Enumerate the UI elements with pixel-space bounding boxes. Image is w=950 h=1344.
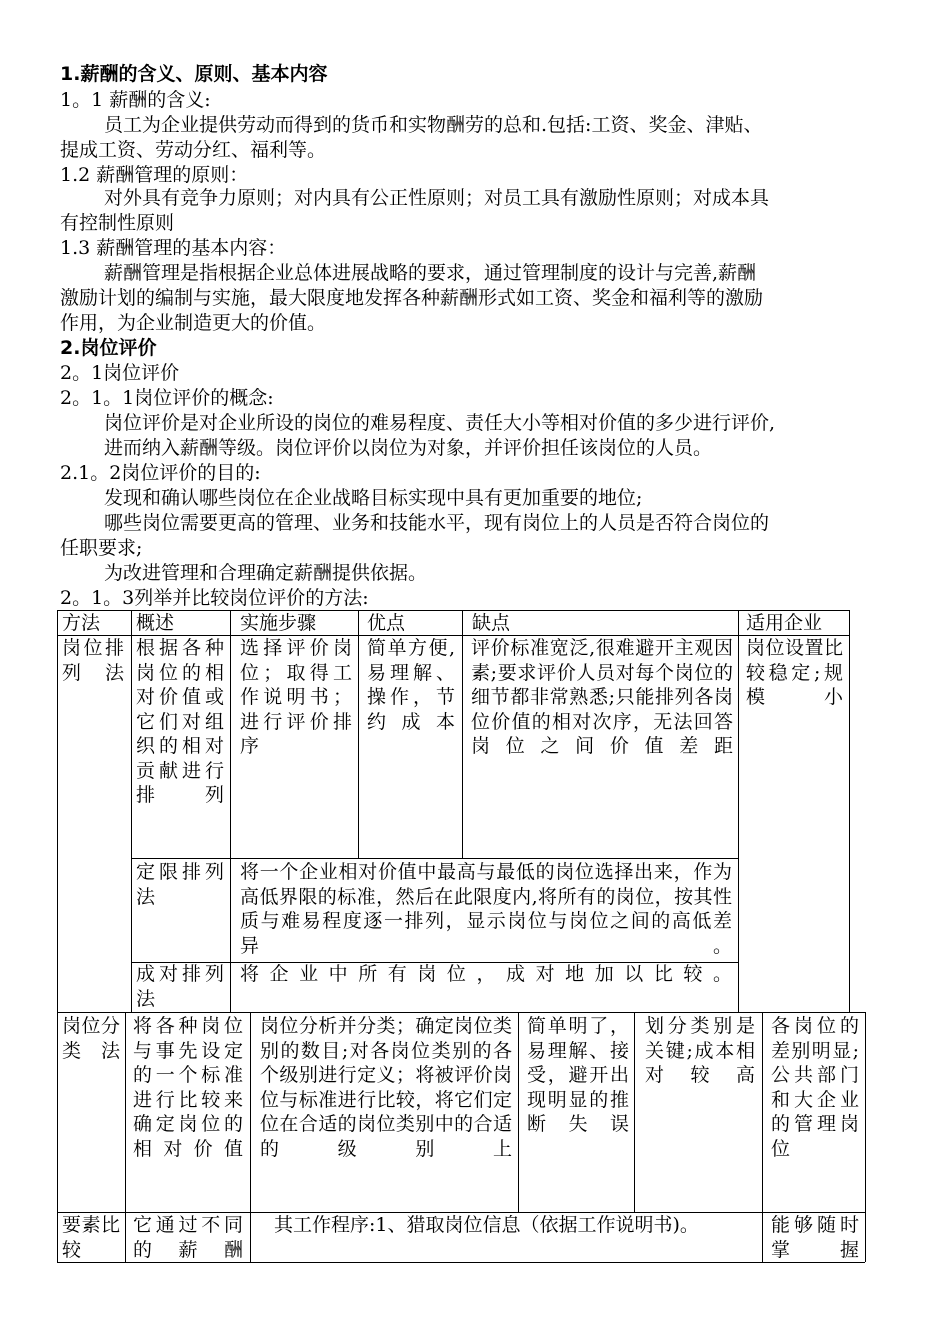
classify-steps-cell: 岗位分析并分类；确定岗位类别的数目;对各岗位类别的各个级别进行定义；将被评价岗位与标准进行比较，将它们定位在合适的岗位类别中的合适的级别上 [260, 1015, 512, 1160]
header-overview: 概述 [136, 612, 175, 634]
limit-rank-name-cell: 定限排列法 [136, 861, 224, 908]
section-2-1-1-heading: 2。1。1岗位评价的概念: [60, 387, 274, 409]
section-2-1-1-text-line-2: 进而纳入薪酬等级。岗位评价以岗位为对象，并评价担任该岗位的人员。 [104, 437, 713, 459]
factor-fit-cell: 能够随时掌握 [771, 1214, 859, 1261]
section-1-3-text-line-1: 薪酬管理是指根据企业总体进展战略的要求，通过管理制度的设计与完善,薪酬 [104, 262, 757, 284]
limit-rank-desc-cell: 将一个企业相对价值中最高与最低的岗位选择出来，作为高低界限的标准，然后在此限度内,将所有的岗位，按其性质与难易程度逐一排列，显示岗位与岗位之间的高低差异。 [240, 861, 732, 957]
rank-overview-cell: 根据各种岗位的相对价值或它们对组织的相对贡献进行排列 [136, 637, 224, 806]
rank-fit-cell: 岗位设置比较稳定;规模小 [746, 637, 843, 708]
section-1-2-heading: 1.2 薪酬管理的原则： [60, 164, 249, 186]
header-fit: 适用企业 [746, 612, 823, 634]
section-2-1-2-text-line-4: 为改进管理和合理确定薪酬提供依据。 [104, 562, 428, 584]
factor-overview-cell: 它通过不同的薪酬 [133, 1214, 243, 1261]
rank-steps-cell: 选择评价岗位；取得工作说明书；进行评价排序 [240, 637, 352, 757]
classify-cons-cell: 划分类别是关键;成本相对较高 [645, 1015, 755, 1086]
section-2-1-heading: 2。1岗位评价 [60, 362, 180, 384]
header-method: 方法 [62, 612, 101, 634]
section-2-1-2-text-line-3: 任职要求; [60, 537, 143, 559]
classify-method-cell: 岗位分类法 [62, 1015, 120, 1062]
header-cons: 缺点 [472, 612, 511, 634]
section-1-1-text-line-2: 提成工资、劳动分红、福利等。 [60, 139, 327, 161]
header-steps: 实施步骤 [240, 612, 317, 634]
section-1-3-heading: 1.3 薪酬管理的基本内容： [60, 237, 287, 259]
classify-pros-cell: 简单明了，易理解、接受，避开出现明显的推断失误 [527, 1015, 629, 1135]
section-1-1-heading: 1。1 薪酬的含义: [60, 89, 211, 111]
section-2-1-2-text-line-1: 发现和确认哪些岗位在企业战略目标实现中具有更加重要的地位; [104, 487, 643, 509]
factor-steps-cell: 其工作程序:1、猎取岗位信息（依据工作说明书)。 [274, 1214, 699, 1236]
section-1-2-text-line-1: 对外具有竞争力原则；对内具有公正性原则；对员工具有激励性原则；对成本具 [104, 187, 770, 209]
section-2-title: 2.岗位评价 [60, 337, 157, 359]
classify-fit-cell: 各岗位的差别明显;公共部门和大企业的管理岗位 [771, 1015, 859, 1160]
rank-method-cell: 岗位排列法 [62, 637, 124, 684]
section-2-1-2-heading: 2.1。2岗位评价的目的: [60, 462, 261, 484]
section-2-1-3-heading: 2。1。3列举并比较岗位评价的方法: [60, 587, 369, 609]
section-2-1-2-text-line-2: 哪些岗位需要更高的管理、业务和技能水平，现有岗位上的人员是否符合岗位的 [104, 512, 770, 534]
section-1-title: 1.薪酬的含义、原则、基本内容 [60, 63, 328, 85]
rank-cons-cell: 评价标准宽泛,很难避开主观因素;要求评价人员对每个岗位的细节都非常熟悉;只能排列各岗位价值的相对次序，无法回答岗位之间价值差距 [471, 637, 733, 757]
header-pros: 优点 [367, 612, 406, 634]
factor-method-cell: 要素比较 [62, 1214, 120, 1261]
section-1-2-text-line-2: 有控制性原则 [60, 212, 175, 234]
section-1-1-text-line-1: 员工为企业提供劳动而得到的货币和实物酬劳的总和.包括:工资、奖金、津贴、 [104, 114, 763, 136]
section-1-3-text-line-3: 作用，为企业制造更大的价值。 [60, 312, 327, 334]
pair-rank-desc-cell: 将企业中所有岗位，成对地加以比较。 [240, 963, 732, 985]
section-2-1-1-text-line-1: 岗位评价是对企业所设的岗位的难易程度、责任大小等相对价值的多少进行评价, [104, 412, 776, 434]
rank-pros-cell: 简单方便,易理解、操作，节约成本 [367, 637, 455, 733]
section-1-3-text-line-2: 激励计划的编制与实施，最大限度地发挥各种薪酬形式如工资、奖金和福利等的激励 [60, 287, 764, 309]
classify-overview-cell: 将各种岗位与事先设定的一个标准进行比较来确定岗位的相对价值 [133, 1015, 243, 1160]
pair-rank-name-cell: 成对排列法 [136, 963, 224, 1010]
